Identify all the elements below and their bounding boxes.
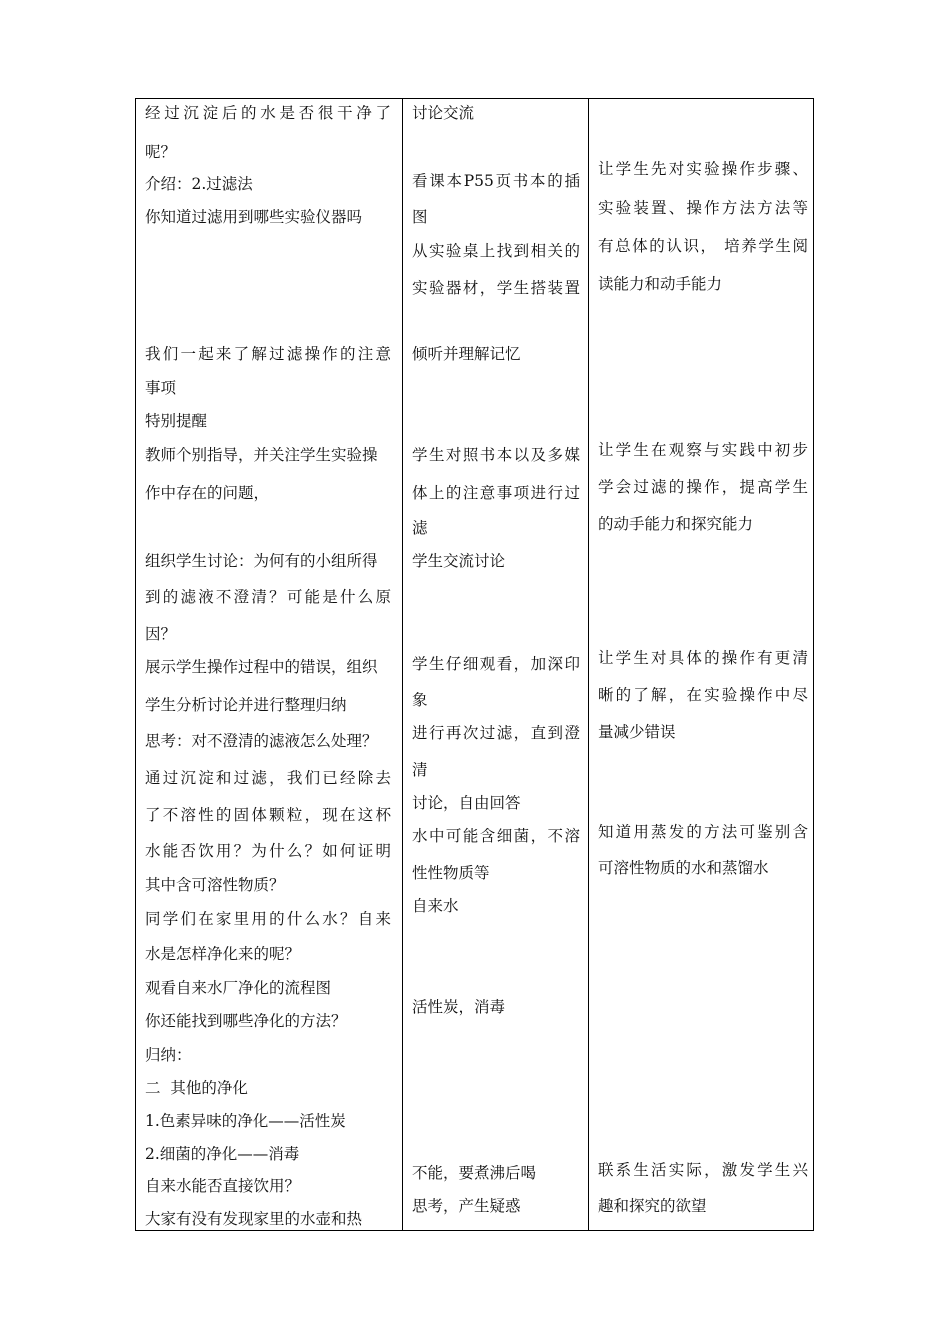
teacher-line: 1.色素异味的净化——活性炭 bbox=[145, 1112, 346, 1130]
intent-line: 让学生对具体的操作有更清 bbox=[598, 649, 808, 667]
teacher-line: 大家有没有发现家里的水壶和热 bbox=[145, 1210, 363, 1228]
student-line: 从实验桌上找到相关的 bbox=[412, 242, 580, 260]
teacher-line: 介绍：2.过滤法 bbox=[145, 175, 253, 193]
column-divider-1 bbox=[402, 99, 403, 1230]
student-line: 清 bbox=[412, 761, 428, 779]
student-line: 活性炭，消毒 bbox=[412, 998, 506, 1016]
teacher-line: 2.细菌的净化——消毒 bbox=[145, 1145, 300, 1163]
student-line: 学生交流讨论 bbox=[412, 552, 506, 570]
teacher-line: 展示学生操作过程中的错误，组织 bbox=[145, 658, 378, 676]
intent-line: 有总体的认识， 培养学生阅 bbox=[598, 237, 808, 255]
student-line: 讨论交流 bbox=[412, 104, 475, 122]
intent-line: 可溶性物质的水和蒸馏水 bbox=[598, 859, 769, 877]
student-line: 水中可能含细菌，不溶 bbox=[412, 827, 580, 845]
teacher-line: 学生分析讨论并进行整理归纳 bbox=[145, 696, 347, 714]
intent-line: 读能力和动手能力 bbox=[598, 275, 723, 293]
teacher-line: 了不溶性的固体颗粒，现在这杯 bbox=[145, 806, 391, 824]
intent-line: 联系生活实际，激发学生兴 bbox=[598, 1161, 808, 1179]
intent-line: 量减少错误 bbox=[598, 723, 676, 741]
teacher-line: 观看自来水厂净化的流程图 bbox=[145, 979, 332, 997]
lesson-plan-table bbox=[135, 98, 814, 1231]
teacher-line: 其中含可溶性物质？ bbox=[145, 876, 285, 894]
student-line: 进行再次过滤，直到澄 bbox=[412, 724, 580, 742]
teacher-line: 特别提醒 bbox=[145, 412, 208, 430]
student-line: 倾听并理解记忆 bbox=[412, 345, 521, 363]
intent-line: 的动手能力和探究能力 bbox=[598, 515, 754, 533]
teacher-line: 组织学生讨论：为何有的小组所得 bbox=[145, 552, 378, 570]
student-line: 讨论，自由回答 bbox=[412, 794, 521, 812]
teacher-line: 归纳： bbox=[145, 1046, 192, 1064]
teacher-line: 思考：对不澄清的滤液怎么处理？ bbox=[145, 732, 378, 750]
student-line: 实验器材，学生搭装置 bbox=[412, 279, 580, 297]
teacher-line: 作中存在的问题， bbox=[145, 484, 270, 502]
intent-line: 实验装置、操作方法方法等 bbox=[598, 199, 808, 217]
student-line: 不能，要煮沸后喝 bbox=[412, 1164, 537, 1182]
student-line: 象 bbox=[412, 691, 428, 709]
intent-line: 晰的了解，在实验操作中尽 bbox=[598, 686, 808, 704]
student-line: 思考，产生疑惑 bbox=[412, 1197, 521, 1215]
intent-line: 知道用蒸发的方法可鉴别含 bbox=[598, 823, 808, 841]
teacher-line: 到的滤液不澄清？可能是什么原 bbox=[145, 588, 391, 606]
teacher-line: 因？ bbox=[145, 625, 177, 643]
teacher-line: 我们一起来了解过滤操作的注意 bbox=[145, 345, 391, 363]
teacher-line: 水能否饮用？为什么？如何证明 bbox=[145, 842, 391, 860]
teacher-line: 你还能找到哪些净化的方法？ bbox=[145, 1012, 347, 1030]
teacher-line: 呢？ bbox=[145, 143, 177, 161]
teacher-line: 经过沉淀后的水是否很干净了 bbox=[145, 104, 391, 122]
student-line: 学生仔细观看，加深印 bbox=[412, 655, 580, 673]
teacher-line: 通过沉淀和过滤，我们已经除去 bbox=[145, 769, 391, 787]
student-line: 自来水 bbox=[412, 897, 459, 915]
teacher-line: 你知道过滤用到哪些实验仪器吗 bbox=[145, 208, 363, 226]
column-divider-2 bbox=[588, 99, 589, 1230]
student-line: 学生对照书本以及多媒 bbox=[412, 446, 580, 464]
teacher-line: 水是怎样净化来的呢？ bbox=[145, 945, 301, 963]
student-line: 滤 bbox=[412, 519, 428, 537]
teacher-line: 同学们在家里用的什么水？自来 bbox=[145, 910, 391, 928]
teacher-line: 自来水能否直接饮用？ bbox=[145, 1177, 301, 1195]
intent-line: 让学生先对实验操作步骤、 bbox=[598, 160, 808, 178]
student-line: 图 bbox=[412, 208, 428, 226]
teacher-line: 二 其他的净化 bbox=[145, 1079, 248, 1097]
intent-line: 让学生在观察与实践中初步 bbox=[598, 441, 808, 459]
student-line: 看课本P55页书本的插 bbox=[412, 172, 580, 190]
student-line: 体上的注意事项进行过 bbox=[412, 484, 580, 502]
teacher-line: 事项 bbox=[145, 379, 177, 397]
intent-line: 趣和探究的欲望 bbox=[598, 1197, 707, 1215]
student-line: 性性物质等 bbox=[412, 864, 490, 882]
teacher-line: 教师个别指导，并关注学生实验操 bbox=[145, 446, 378, 464]
intent-line: 学会过滤的操作，提高学生 bbox=[598, 478, 808, 496]
